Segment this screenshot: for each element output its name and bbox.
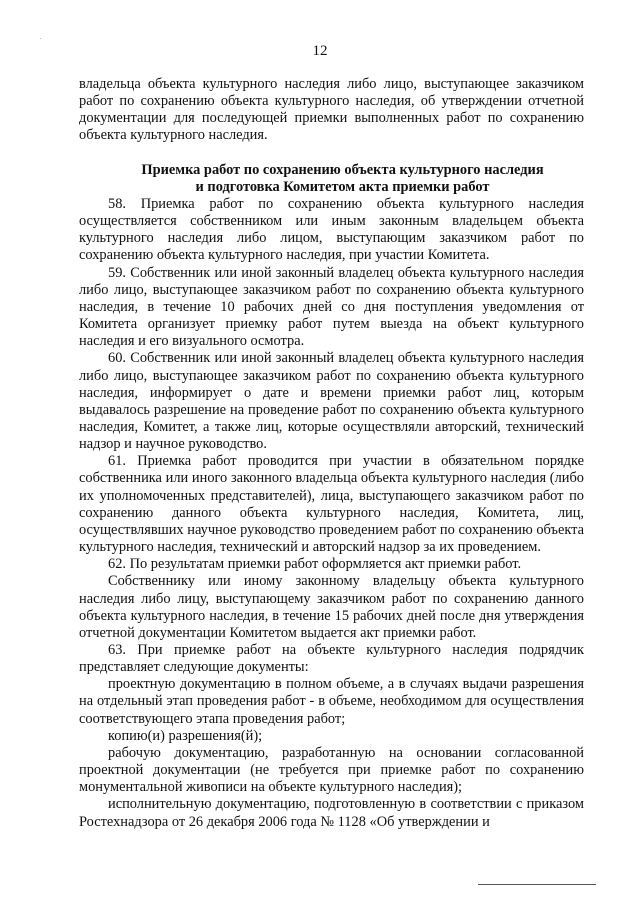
- list-item-executive-docs: исполнительную документацию, подготовленную в соответствии с приказом Ростехнадзора от 26 декабря 2006 года № 1128 «Об утверждении и: [79, 796, 584, 830]
- list-item-permit-copy: копию(и) разрешения(й);: [108, 727, 263, 744]
- paragraph-60: 60. Собственник или иной законный владелец объекта культурного наследия либо лицо, выступающее заказчиком работ по сохранению объекта культурного наследия, информирует о дате и времени приемки работ лиц, которым выдавалось разрешение на проведение работ по сохранению объекта культурного наследия, Комитет, а также лиц, которые осуществляли авторский, технический надзор и научное руководство.: [79, 350, 584, 453]
- paragraph-59: 59. Собственник или иной законный владелец объекта культурного наследия либо лицо, выступающее заказчиком работ по сохранению объекта культурного наследия, в течение 10 рабочих дней со дня поступления уведомления от Комитета организует приемку работ путем выезда на объект культурного наследия и его визуального осмотра.: [79, 264, 584, 350]
- page-number: 12: [312, 43, 328, 59]
- paragraph-61: 61. Приемка работ проводится при участии в обязательном порядке собственника или иного законного владельца объекта культурного наследия (либо их уполномоченных представителей), лица, выступающего заказчиком работ по сохранению данного объекта культурного наследия, Комитета, лиц, осуществлявших научное руководство проведением работ по сохранению объекта культурного наследия, технический и авторский надзор за их проведением.: [79, 453, 584, 556]
- paragraph-62: 62. По результатам приемки работ оформляется акт приемки работ.: [108, 556, 522, 573]
- document-body: [79, 76, 584, 831]
- paragraph-58: 58. Приемка работ по сохранению объекта культурного наследия осуществляется собственником или иным законным владельцем объекта культурного наследия либо лицом, выступающим заказчиком работ по сохранению объекта культурного наследия, при участии Комитета.: [79, 195, 584, 264]
- footer-rule: [478, 884, 596, 885]
- scan-mark: [40, 38, 41, 39]
- paragraph-63: 63. При приемке работ на объекте культурного наследия подрядчик представляет следующие документы:: [79, 642, 584, 676]
- list-item-project-docs: проектную документацию в полном объеме, а в случаях выдачи разрешения на отдельный этап проведения работ - в объеме, необходимом для осуществления соответствующего этапа проведения работ;: [79, 676, 584, 727]
- section-heading: Приемка работ по сохранению объекта культурного наследия и подготовка Комитетом акта приемки работ: [141, 161, 544, 195]
- paragraph-continuation: владельца объекта культурного наследия либо лицо, выступающее заказчиком работ по сохранению объекта культурного наследия, об утверждении отчетной документации для последующей приемки выполненных работ по сохранению объекта культурного наследия.: [79, 76, 584, 144]
- list-item-working-docs: рабочую документацию, разработанную на основании согласованной проектной документации (не требуется при приемке работ по сохранению монументальной живописи на объекте культурного наследия);: [79, 744, 584, 796]
- paragraph-62-act: Собственнику или иному законному владельцу объекта культурного наследия либо лицу, выступающему заказчиком работ по сохранению данного объекта культурного наследия, в течение 15 рабочих дней после дня утверждения отчетной документации Комитетом выдается акт приемки работ.: [79, 573, 584, 641]
